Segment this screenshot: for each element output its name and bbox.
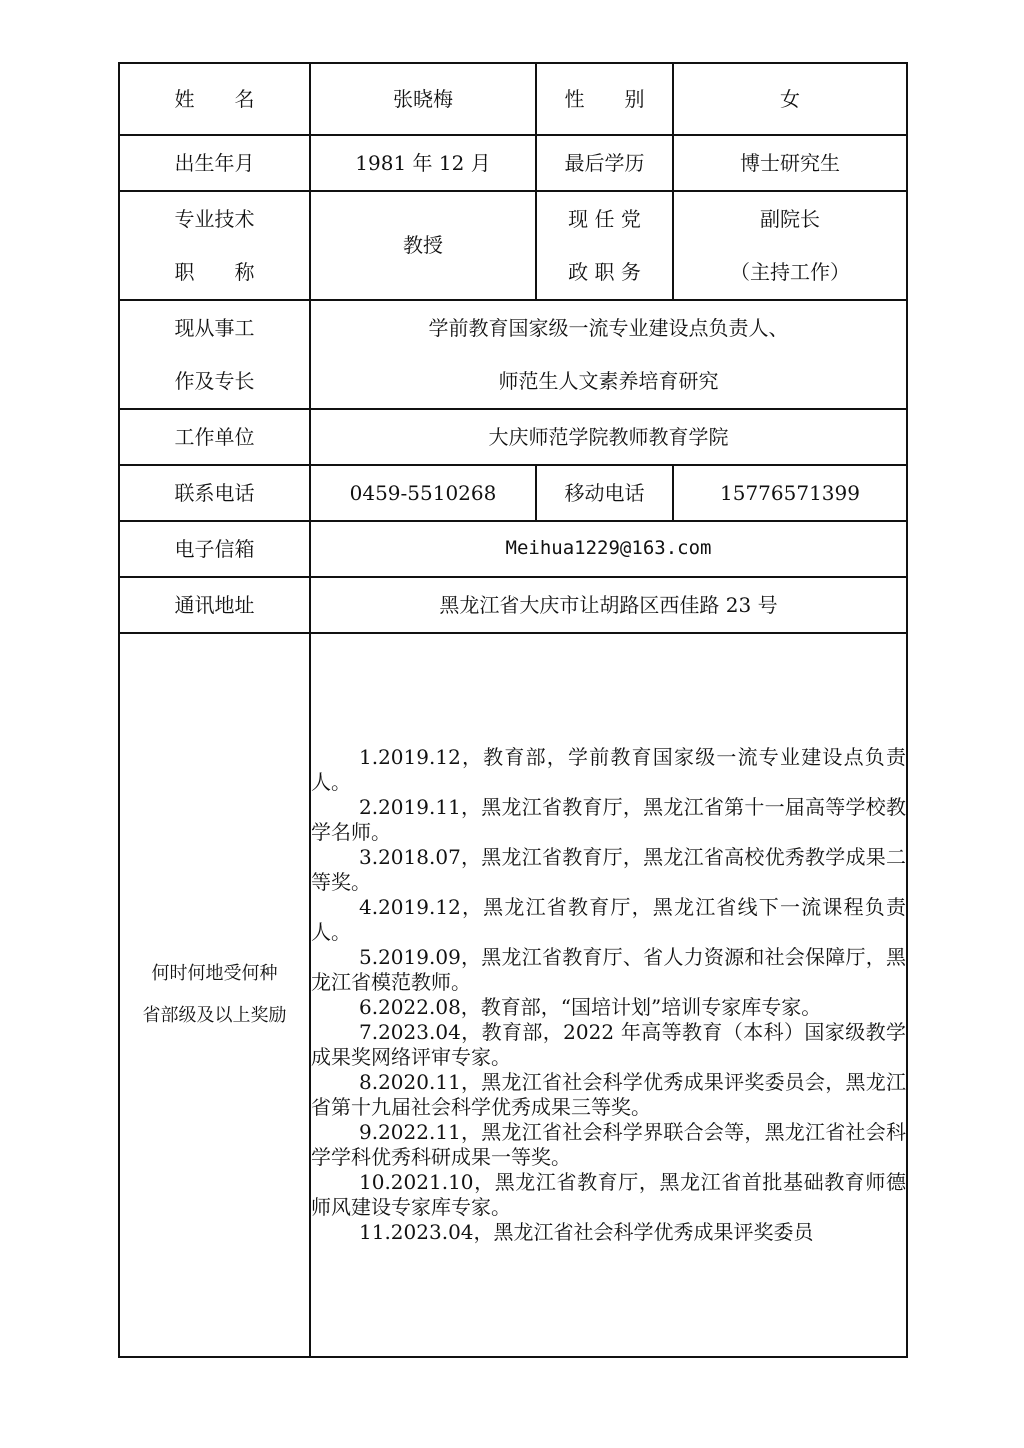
position-value-line1: 副院长 — [760, 206, 820, 231]
work-label-line2: 作及专长 — [174, 368, 255, 393]
work-label — [119, 300, 310, 409]
awards-label-line2: 省部级及以上奖励 — [142, 1005, 287, 1026]
birth-value: 1981 年 12 月 — [310, 135, 536, 191]
mobile-value: 15776571399 — [673, 465, 907, 521]
personal-info-form — [118, 62, 908, 1358]
award-item: 1.2019.12，教育部，学前教育国家级一流专业建设点负责人。 — [311, 745, 906, 794]
phone-label: 联系电话 — [119, 465, 310, 521]
row-birth-education — [119, 135, 907, 191]
row-unit — [119, 409, 907, 465]
work-value-line2: 师范生人文素养培育研究 — [498, 368, 719, 393]
row-work — [119, 300, 907, 409]
row-name-gender — [119, 63, 907, 135]
title-label — [119, 191, 310, 300]
award-item: 11.2023.04，黑龙江省社会科学优秀成果评奖委员 — [359, 1220, 814, 1244]
education-label: 最后学历 — [536, 135, 673, 191]
name-label: 姓 名 — [119, 63, 310, 135]
award-item: 10.2021.10，黑龙江省教育厅，黑龙江省首批基础教育师德师风建设专家库专家。 — [311, 1170, 906, 1219]
award-item: 4.2019.12，黑龙江省教育厅，黑龙江省线下一流课程负责人。 — [311, 895, 906, 944]
awards-label-line1: 何时何地受何种 — [151, 963, 278, 984]
work-value — [310, 300, 907, 409]
phone-value: 0459-5510268 — [310, 465, 536, 521]
award-item: 3.2018.07，黑龙江省教育厅，黑龙江省高校优秀教学成果二等奖。 — [311, 845, 906, 894]
work-value-line1: 学前教育国家级一流专业建设点负责人、 — [428, 315, 789, 340]
title-label-line1: 专业技术 — [174, 206, 255, 231]
gender-value: 女 — [673, 63, 907, 135]
position-label — [536, 191, 673, 300]
address-value: 黑龙江省大庆市让胡路区西佳路 23 号 — [310, 577, 907, 633]
title-value: 教授 — [310, 191, 536, 300]
name-value: 张晓梅 — [310, 63, 536, 135]
awards-label — [119, 633, 310, 1357]
position-value — [673, 191, 907, 300]
title-label-line2: 职 称 — [174, 259, 255, 284]
award-item: 8.2020.11，黑龙江省社会科学优秀成果评奖委员会，黑龙江省第十九届社会科学优秀成果三等奖。 — [311, 1070, 906, 1119]
position-label-line2: 政 职 务 — [568, 259, 641, 284]
award-item: 9.2022.11，黑龙江省社会科学界联合会等，黑龙江省社会科学学科优秀科研成果一等奖。 — [311, 1120, 906, 1169]
row-phone — [119, 465, 907, 521]
row-awards — [119, 633, 907, 1357]
mobile-label: 移动电话 — [536, 465, 673, 521]
award-item: 7.2023.04，教育部，2022 年高等教育（本科）国家级教学成果奖网络评审专家。 — [311, 1020, 906, 1069]
unit-value: 大庆师范学院教师教育学院 — [310, 409, 907, 465]
education-value: 博士研究生 — [673, 135, 907, 191]
gender-label: 性 别 — [536, 63, 673, 135]
birth-label: 出生年月 — [119, 135, 310, 191]
email-value: Meihua1229@163.com — [310, 521, 907, 577]
row-title-position — [119, 191, 907, 300]
address-label: 通讯地址 — [119, 577, 310, 633]
position-label-line1: 现 任 党 — [568, 206, 641, 231]
award-item: 5.2019.09，黑龙江省教育厅、省人力资源和社会保障厅，黑龙江省模范教师。 — [311, 945, 906, 994]
email-label: 电子信箱 — [119, 521, 310, 577]
position-value-line2: （主持工作） — [730, 259, 850, 284]
award-item: 2.2019.11，黑龙江省教育厅，黑龙江省第十一届高等学校教学名师。 — [311, 795, 906, 844]
row-email — [119, 521, 907, 577]
awards-list — [310, 633, 907, 1357]
work-label-line1: 现从事工 — [174, 315, 255, 340]
award-item: 6.2022.08，教育部，“国培计划”培训专家库专家。 — [359, 995, 822, 1019]
row-address — [119, 577, 907, 633]
unit-label: 工作单位 — [119, 409, 310, 465]
